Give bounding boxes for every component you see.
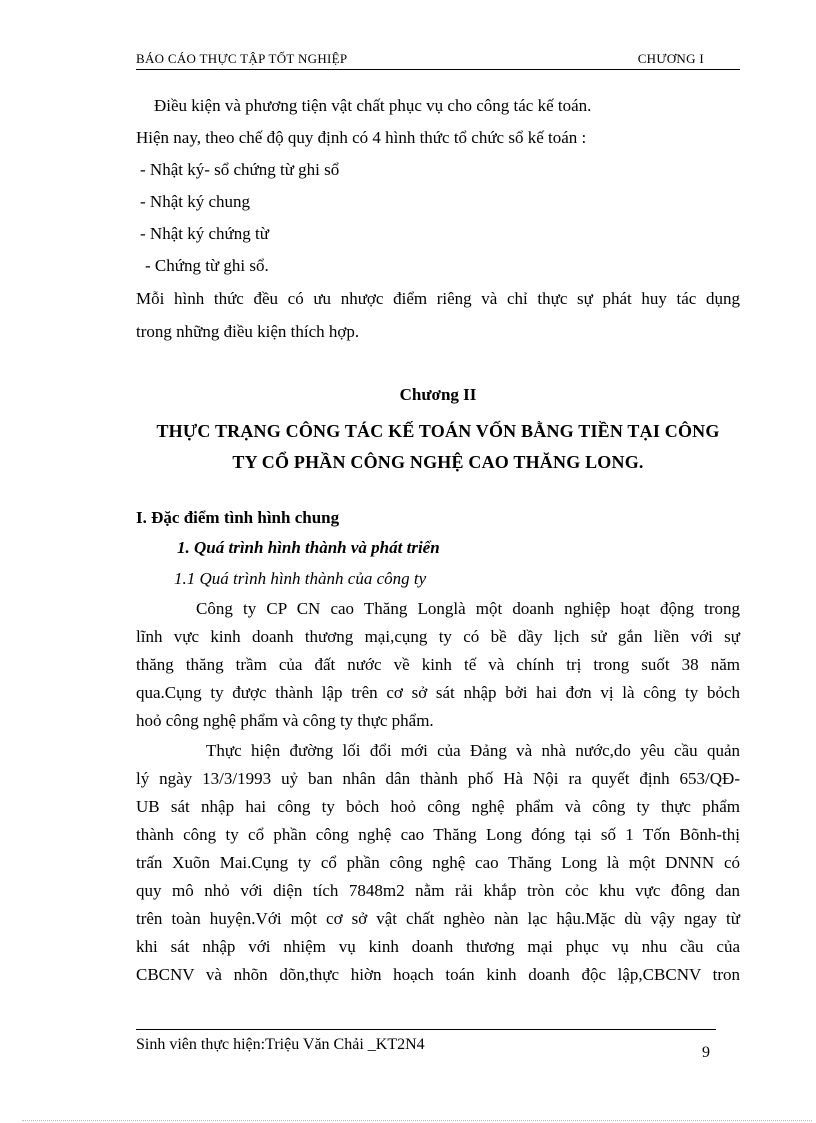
paragraph-line: lĩnh vực kinh doanh thương mại,cụng ty có bề dầy lịch sử gắn liền với sự: [136, 627, 740, 646]
chapter-title-line-2: TY CỔ PHẦN CÔNG NGHỆ CAO THĂNG LONG.: [232, 452, 644, 472]
paragraph-line: quy mô nhỏ với diện tích 7848m2 nằm rải khắp tròn cỏc khu vực đông dan: [136, 881, 740, 900]
subsubsection-heading: 1.1 Quá trình hình thành của công ty: [174, 569, 427, 588]
paragraph-line: thăng thăng trầm của đất nước về kinh tế và chính trị trong suốt 38 năm: [136, 655, 740, 674]
page-header: [136, 49, 740, 70]
intro-line-2: Hiện nay, theo chế độ quy định có 4 hình thức tổ chức sổ kế toán :: [136, 128, 587, 147]
chapter-title-line-1: THỰC TRẠNG CÔNG TÁC KẾ TOÁN VỐN BẰNG TIỀN TẠI CÔNG: [156, 421, 720, 441]
footer-divider: [136, 1029, 716, 1030]
page-number: 9: [702, 1044, 710, 1061]
paragraph-line: Thực hiện đường lối đổi mới của Đảng và nhà nước,do yêu cầu quản: [206, 741, 740, 760]
paragraph-line: lý ngày 13/3/1993 uỷ ban nhân dân thành phố Hà Nội ra quyết định 653/QĐ-: [136, 769, 740, 788]
list-item: - Nhật ký chứng từ: [140, 224, 269, 243]
header-title: BÁO CÁO THỰC TẬP TỐT NGHIỆP: [136, 51, 348, 66]
paragraph-line: khi sát nhập với nhiệm vụ kinh doanh thương mại phục vụ nhu cầu của: [136, 937, 740, 956]
page-bottom-dotted-line: [22, 1120, 812, 1121]
list-item: - Nhật ký chung: [140, 192, 251, 211]
intro-line-1: Điều kiện và phương tiện vật chất phục vụ cho công tác kế toán.: [154, 96, 592, 115]
intro-paragraph-line-1: Mỗi hình thức đều có ưu nhược điểm riêng và chỉ thực sự phát huy tác dụng: [136, 289, 740, 308]
paragraph-line: thành công ty cổ phần công nghệ cao Thăng Long đóng tại số 1 Tốn Bõnh-thị: [136, 825, 740, 844]
paragraph-line: Công ty CP CN cao Thăng Longlà một doanh nghiệp hoạt động trong: [196, 599, 740, 618]
paragraph-line: UB sát nhập hai công ty bỏch hoỏ công nghệ phẩm và công ty thực phẩm: [136, 797, 740, 816]
list-item: - Nhật ký- sổ chứng từ ghi sổ: [140, 160, 340, 179]
paragraph-line: qua.Cụng ty được thành lập trên cơ sở sát nhập bởi hai đơn vị là công ty bỏch: [136, 683, 740, 702]
paragraph-line: trấn Xuõn Mai.Cụng ty cổ phần công nghệ cao Thăng Long là một DNNN có: [136, 853, 740, 872]
section-heading: I. Đặc điểm tình hình chung: [136, 508, 340, 527]
list-item: - Chứng từ ghi sổ.: [145, 256, 269, 275]
header-chapter: CHƯƠNG I: [637, 51, 704, 66]
paragraph-line: hoỏ công nghệ phẩm và công ty thực phẩm.: [136, 711, 434, 730]
footer-student: Sinh viên thực hiện:Triệu Văn Chải _KT2N4: [136, 1036, 425, 1053]
subsection-heading: 1. Quá trình hình thành và phát triển: [177, 538, 440, 557]
chapter-label: Chương II: [399, 385, 477, 404]
paragraph-line: CBCNV và nhõn dõn,thực hiờn hoạch toán kinh doanh độc lập,CBCNV tron: [136, 965, 740, 984]
intro-paragraph-line-2: trong những điều kiện thích hợp.: [136, 322, 360, 341]
paragraph-line: trên toàn huyện.Với một cơ sở vật chất nghèo nàn lạc hậu.Mặc dù vậy ngay từ: [136, 909, 740, 928]
